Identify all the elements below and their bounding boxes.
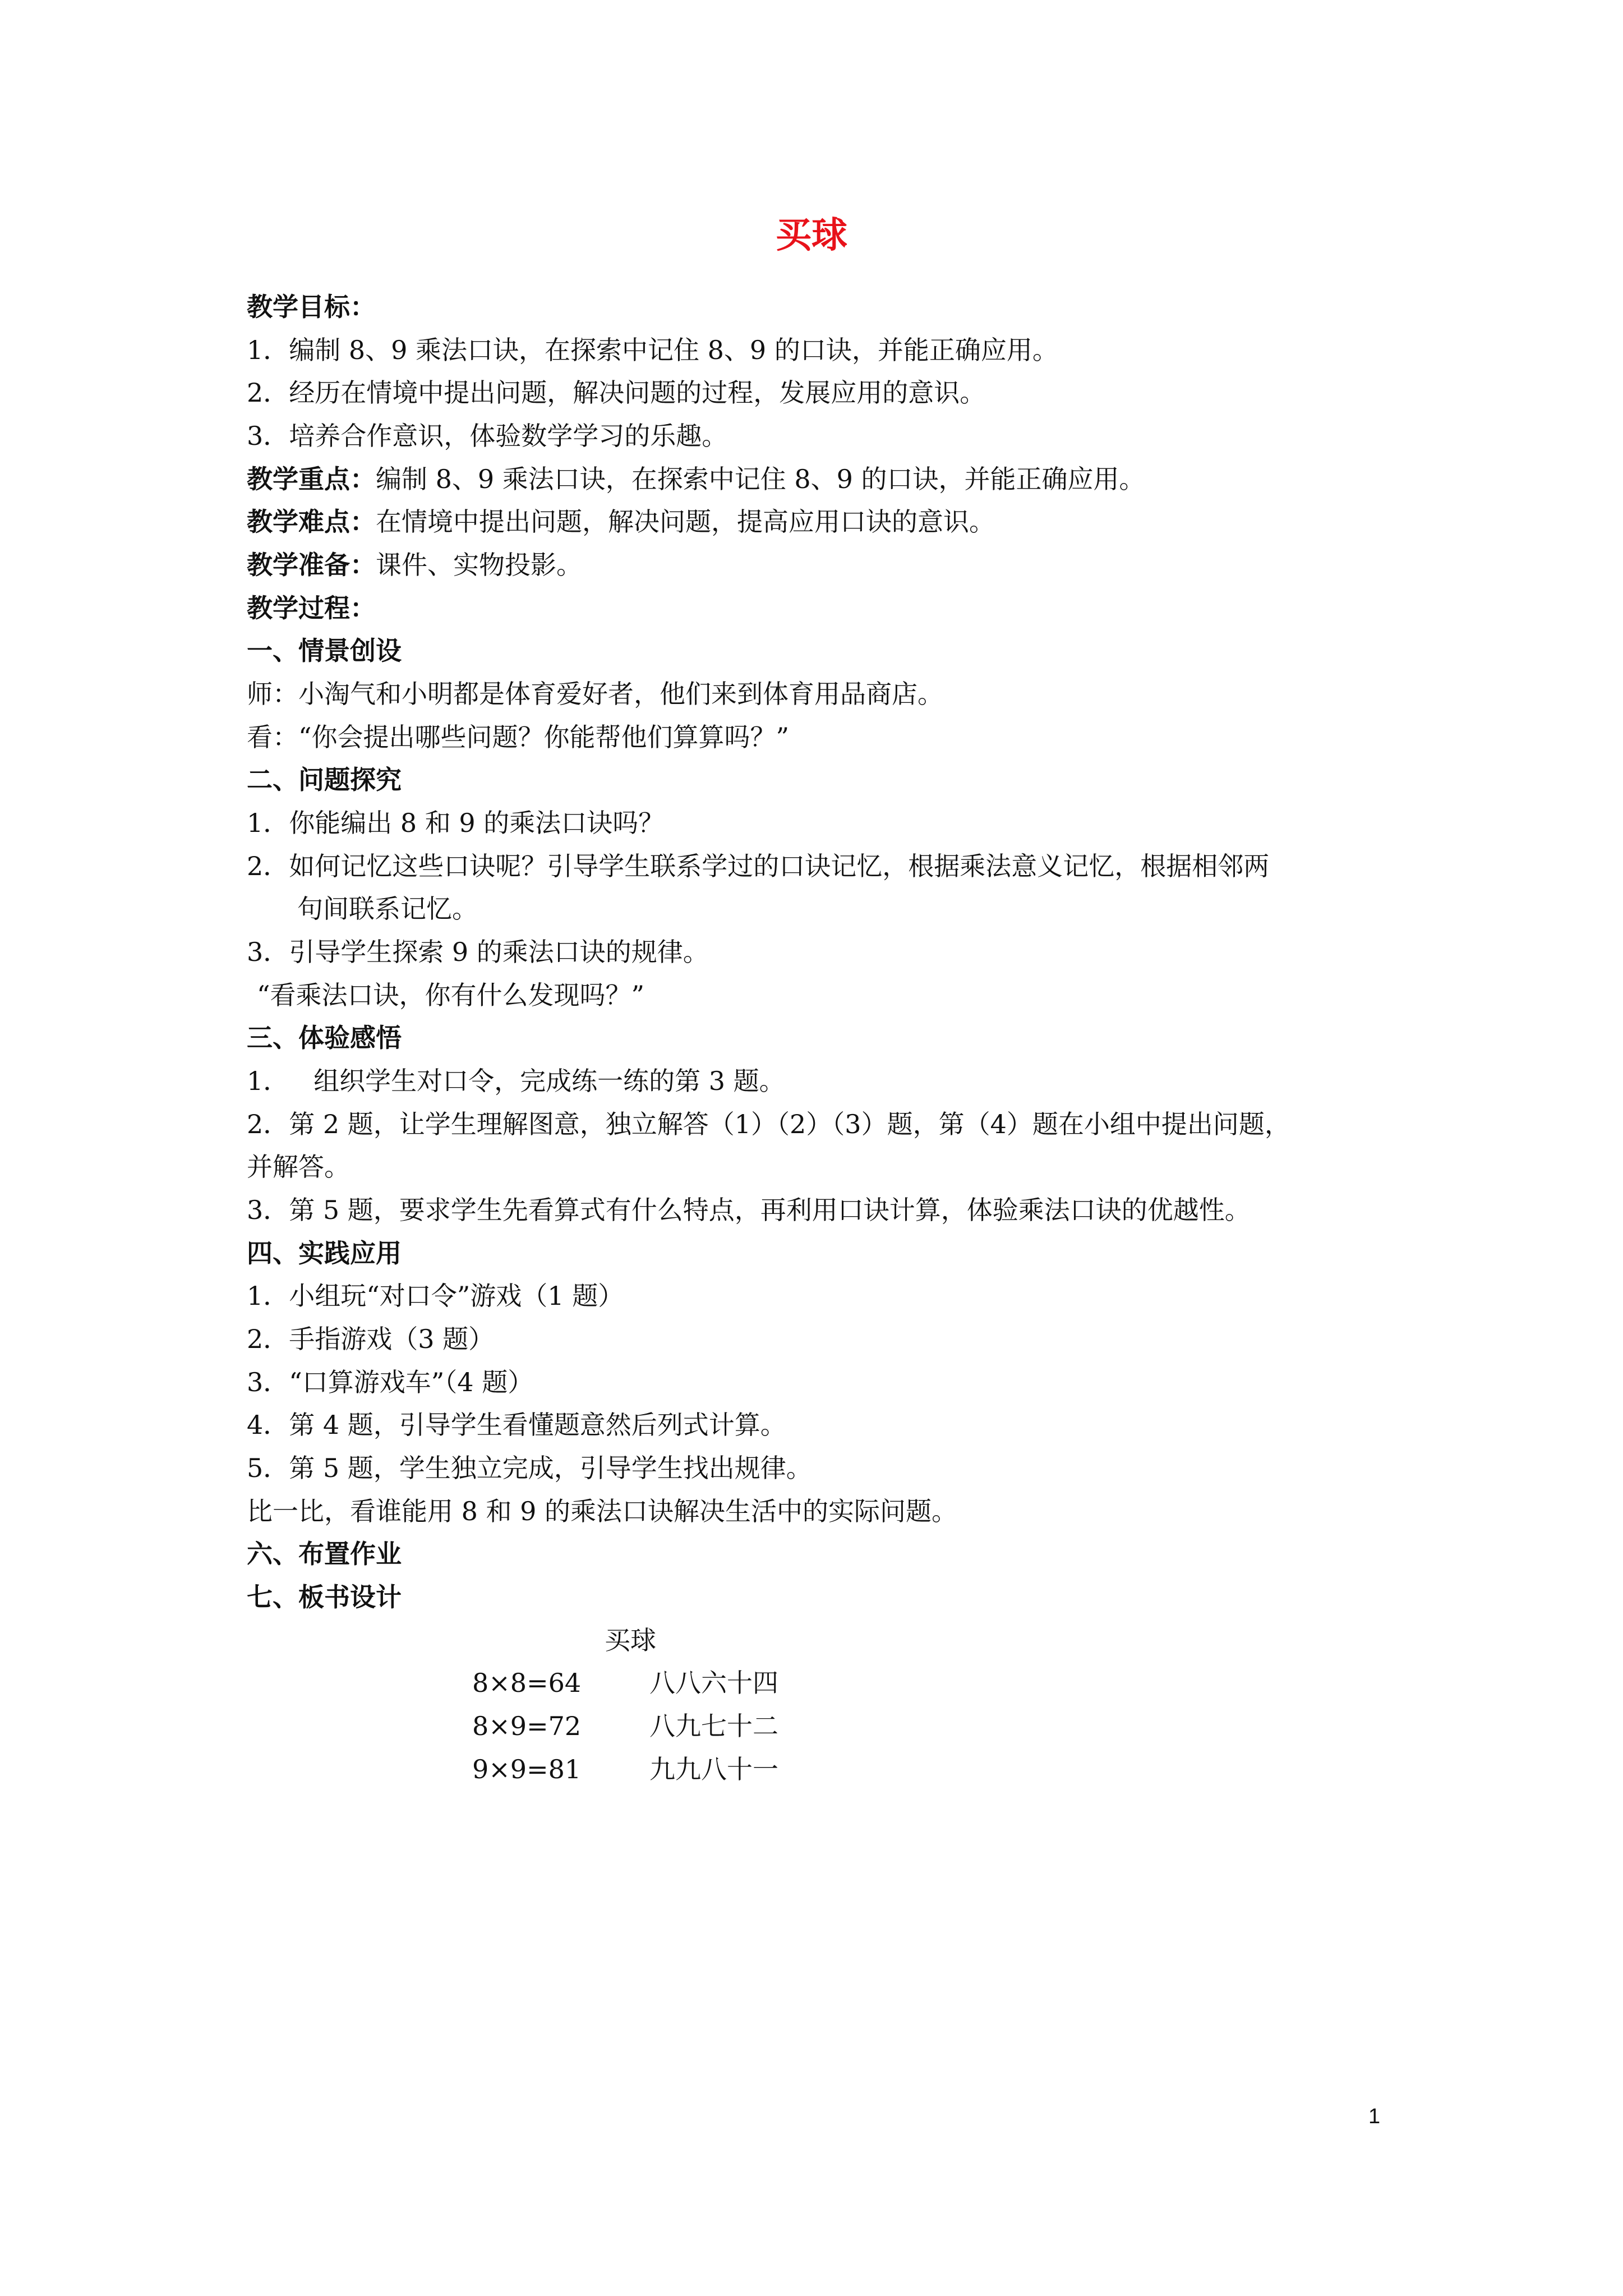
preparation-label: 教学准备： — [247, 550, 376, 580]
section-line: 1． 组织学生对口令，完成练一练的第 3 题。 — [247, 1066, 785, 1096]
objective-item: 2．经历在情境中提出问题，解决问题的过程，发展应用的意识。 — [247, 378, 986, 408]
section-line: 并解答。 — [247, 1152, 350, 1182]
board-title: 买球 — [605, 1625, 656, 1655]
section-line: 师：小淘气和小明都是体育爱好者，他们来到体育用品商店。 — [247, 679, 943, 709]
key-point-label: 教学重点： — [247, 464, 376, 494]
board-equation: 8×9=72 — [472, 1711, 582, 1741]
process-heading: 教学过程： — [247, 593, 376, 623]
section-heading: 四、实践应用 — [247, 1238, 402, 1268]
section-line: 5．第 5 题，学生独立完成，引导学生找出规律。 — [247, 1453, 812, 1483]
section-line: 比一比，看谁能用 8 和 9 的乘法口诀解决生活中的实际问题。 — [247, 1496, 958, 1526]
section-line: 1．你能编出 8 和 9 的乘法口诀吗？ — [247, 808, 665, 838]
section-line: 句间联系记忆。 — [297, 894, 478, 924]
key-point — [247, 461, 1396, 497]
section-line: 3．“口算游戏车”（4 题） — [247, 1367, 534, 1397]
section-line: 看：“你会提出哪些问题？你能帮他们算算吗？” — [247, 722, 790, 752]
section-heading: 一、情景创设 — [247, 636, 402, 666]
board-equation: 9×9=81 — [472, 1754, 582, 1784]
page-title: 买球 — [776, 215, 847, 256]
preparation-text: 课件、实物投影。 — [376, 550, 582, 580]
board-equation: 8×8=64 — [472, 1668, 582, 1698]
key-point-text: 编制 8、9 乘法口诀，在探索中记住 8、9 的口诀，并能正确应用。 — [376, 464, 1145, 494]
difficulty — [247, 504, 1396, 540]
section-line: 2．如何记忆这些口诀呢？引导学生联系学过的口诀记忆，根据乘法意义记忆，根据相邻两 — [247, 851, 1270, 881]
section-line: 3．第 5 题，要求学生先看算式有什么特点，再利用口诀计算，体验乘法口诀的优越性。 — [247, 1195, 1251, 1225]
section-heading: 二、问题探究 — [247, 765, 402, 795]
page-number: 1 — [1368, 2105, 1381, 2128]
section-line: 3．引导学生探索 9 的乘法口诀的规律。 — [247, 937, 709, 967]
section-heading: 七、板书设计 — [247, 1582, 402, 1612]
board-rhyme: 八九七十二 — [649, 1711, 778, 1741]
section-line: 2．第 2 题，让学生理解图意，独立解答（1）（2）（3）题，第（4）题在小组中提出问题， — [247, 1109, 1290, 1139]
difficulty-label: 教学难点： — [247, 507, 376, 537]
section-heading: 三、体验感悟 — [247, 1023, 402, 1053]
objective-item: 3．培养合作意识，体验数学学习的乐趣。 — [247, 421, 728, 451]
objective-item: 1．编制 8、9 乘法口诀，在探索中记住 8、9 的口诀，并能正确应用。 — [247, 335, 1058, 365]
section-line: 2．手指游戏（3 题） — [247, 1324, 495, 1354]
section-line: 1．小组玩“对口令”游戏（1 题） — [247, 1281, 624, 1311]
objectives-heading: 教学目标： — [247, 292, 376, 322]
section-line: “看乘法口诀，你有什么发现吗？” — [257, 980, 645, 1010]
section-heading: 六、布置作业 — [247, 1539, 402, 1569]
difficulty-text: 在情境中提出问题，解决问题，提高应用口诀的意识。 — [376, 507, 995, 537]
board-rhyme: 八八六十四 — [649, 1668, 778, 1698]
board-rhyme: 九九八十一 — [649, 1754, 778, 1784]
section-line: 4．第 4 题，引导学生看懂题意然后列式计算。 — [247, 1410, 786, 1440]
preparation — [247, 547, 1396, 583]
